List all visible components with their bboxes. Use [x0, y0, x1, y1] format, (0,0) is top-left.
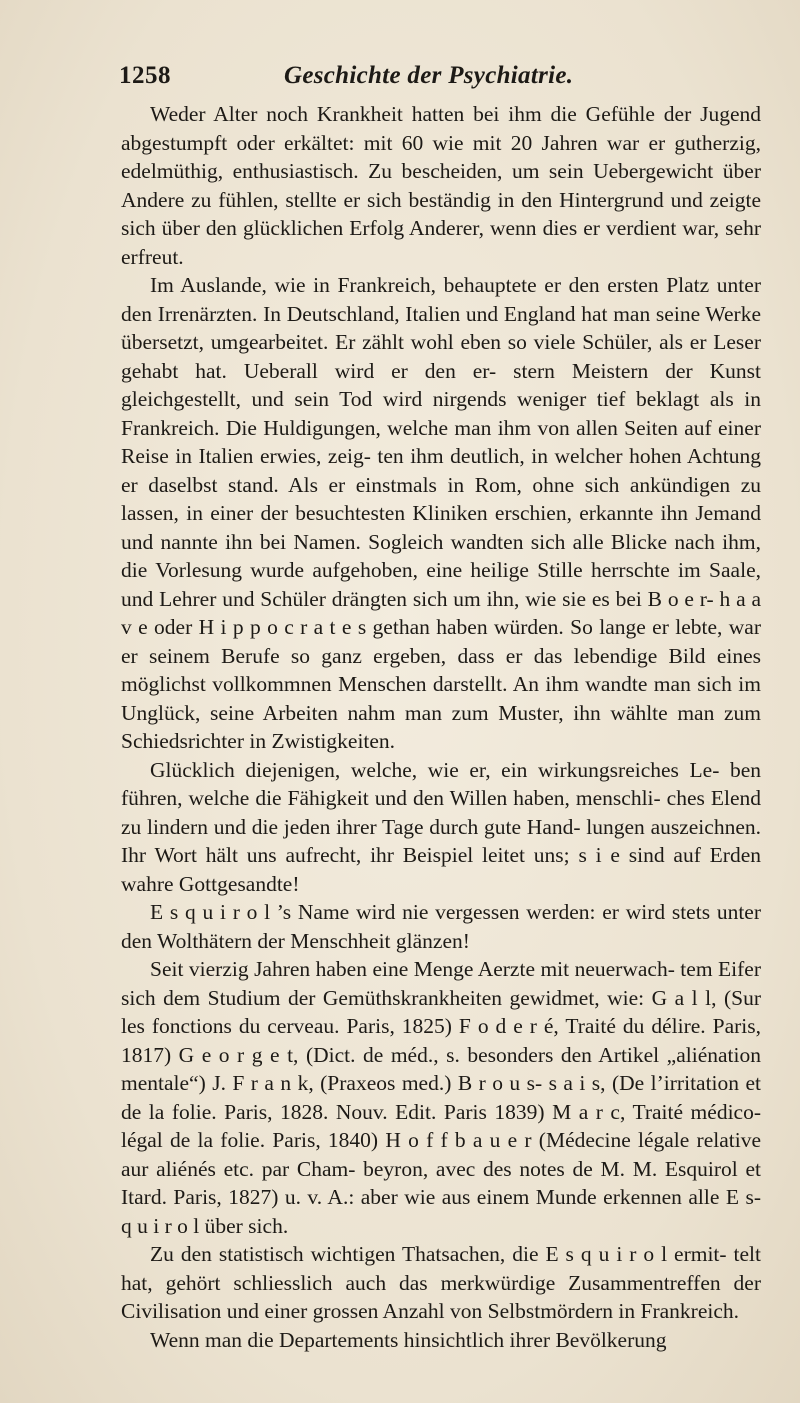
paragraph: Im Auslande, wie in Frankreich, behauptete er den ersten Platz unter den Irrenärzten. In Deutschland, Italien und England hat man seine Werke übersetzt, umgearbeitet. Er zählt wohl eben so viele Schüler, als er Leser gehabt hat. Ueberall wird er den er- stern Meistern der Kunst gleichgestellt, und sein Tod wird nirgends weniger tief beklagt als in Frankreich. Die Huldigungen, welche man ihm von allen Seiten auf einer Reise in Italien erwies, zeig- ten ihm deutlich, in welcher hohen Achtung er daselbst stand. Als er einstmals in Rom, ohne sich ankündigen zu lassen, in einer der besuchtesten Kliniken erschien, erkannte ihn Jemand und nannte ihn bei Namen. Sogleich wandten sich alle Blicke nach ihm, die Vorlesung wurde aufgehoben, eine heilige Stille herrschte im Saale, und Lehrer und Schüler drängten sich um ihn, wie sie es bei B o e r- h a a v e oder H i p p o c r a t e s gethan haben würden. So lange er lebte, war er seinem Berufe so ganz ergeben, dass er das lebendige Bild eines möglichst vollkommnen Menschen darstellt. An ihm wandte man sich im Unglück, seine Arbeiten nahm man zum Muster, ihn wählte man zum Schiedsrichter in Zwistigkeiten.	[121, 273, 761, 753]
page-header	[119, 62, 679, 102]
paragraph: Seit vierzig Jahren haben eine Menge Aerzte mit neuerwach- tem Eifer sich dem Studium der Gemüthskrankheiten gewidmet, wie: G a l l, (Sur les fonctions du cerveau. Paris, 1825) F o d e r é, Traité du délire. Paris, 1817) G e o r g e t, (Dict. de méd., s. besonders den Artikel „aliénation mentale“) J. F r a n k, (Praxeos med.) B r o u s- s a i s, (De l’irritation et de la folie. Paris, 1828. Nouv. Edit. Paris 1839) M a r c, Traité médico- légal de la folie. Paris, 1840) H o f f b a u e r (Médecine légale relative aur aliénés etc. par Cham- beyron, avec des notes de M. M. Esquirol et Itard. Paris, 1827) u. v. A.: aber wie aus einem Munde erkennen alle E s- q u i r o l über sich.	[121, 957, 761, 1238]
paragraph: Weder Alter noch Krankheit hatten bei ihm die Gefühle der Jugend abgestumpft oder erkältet: mit 60 wie mit 20 Jahren war er gutherzig, edelmüthig, enthusiastisch. Zu bescheiden, um sein Uebergewicht über Andere zu fühlen, stellte er sich beständig in den Hintergrund und zeigte sich über den glücklichen Erfolg Anderer, wenn dies er verdient war, sehr erfreut.	[121, 102, 761, 269]
page-number: 1258	[119, 62, 171, 89]
paragraph: Wenn man die Departements hinsichtlich ihrer Bevölkerung	[150, 1327, 667, 1352]
running-title: Geschichte der Psychiatrie.	[284, 62, 574, 89]
paragraph: Zu den statistisch wichtigen Thatsachen, die E s q u i r o l ermit- telt hat, gehört schliesslich auch das merkwürdige Zusammentreffen der Civilisation und einer grossen Anzahl von Selbstmördern in Frankreich.	[121, 1242, 761, 1323]
body-text	[121, 100, 761, 1354]
paragraph: E s q u i r o l ’s Name wird nie vergessen werden: er wird stets unter den Wolthätern der Menschheit glänzen!	[121, 900, 761, 953]
paragraph: Glücklich diejenigen, welche, wie er, ein wirkungsreiches Le- ben führen, welche die Fähigkeit und den Willen haben, menschli- ches Elend zu lindern und die jeden ihrer Tage durch gute Hand- lungen auszeichnen. Ihr Wort hält uns aufrecht, ihr Beispiel leitet uns; s i e sind auf Erden wahre Gottgesandte!	[121, 757, 761, 896]
